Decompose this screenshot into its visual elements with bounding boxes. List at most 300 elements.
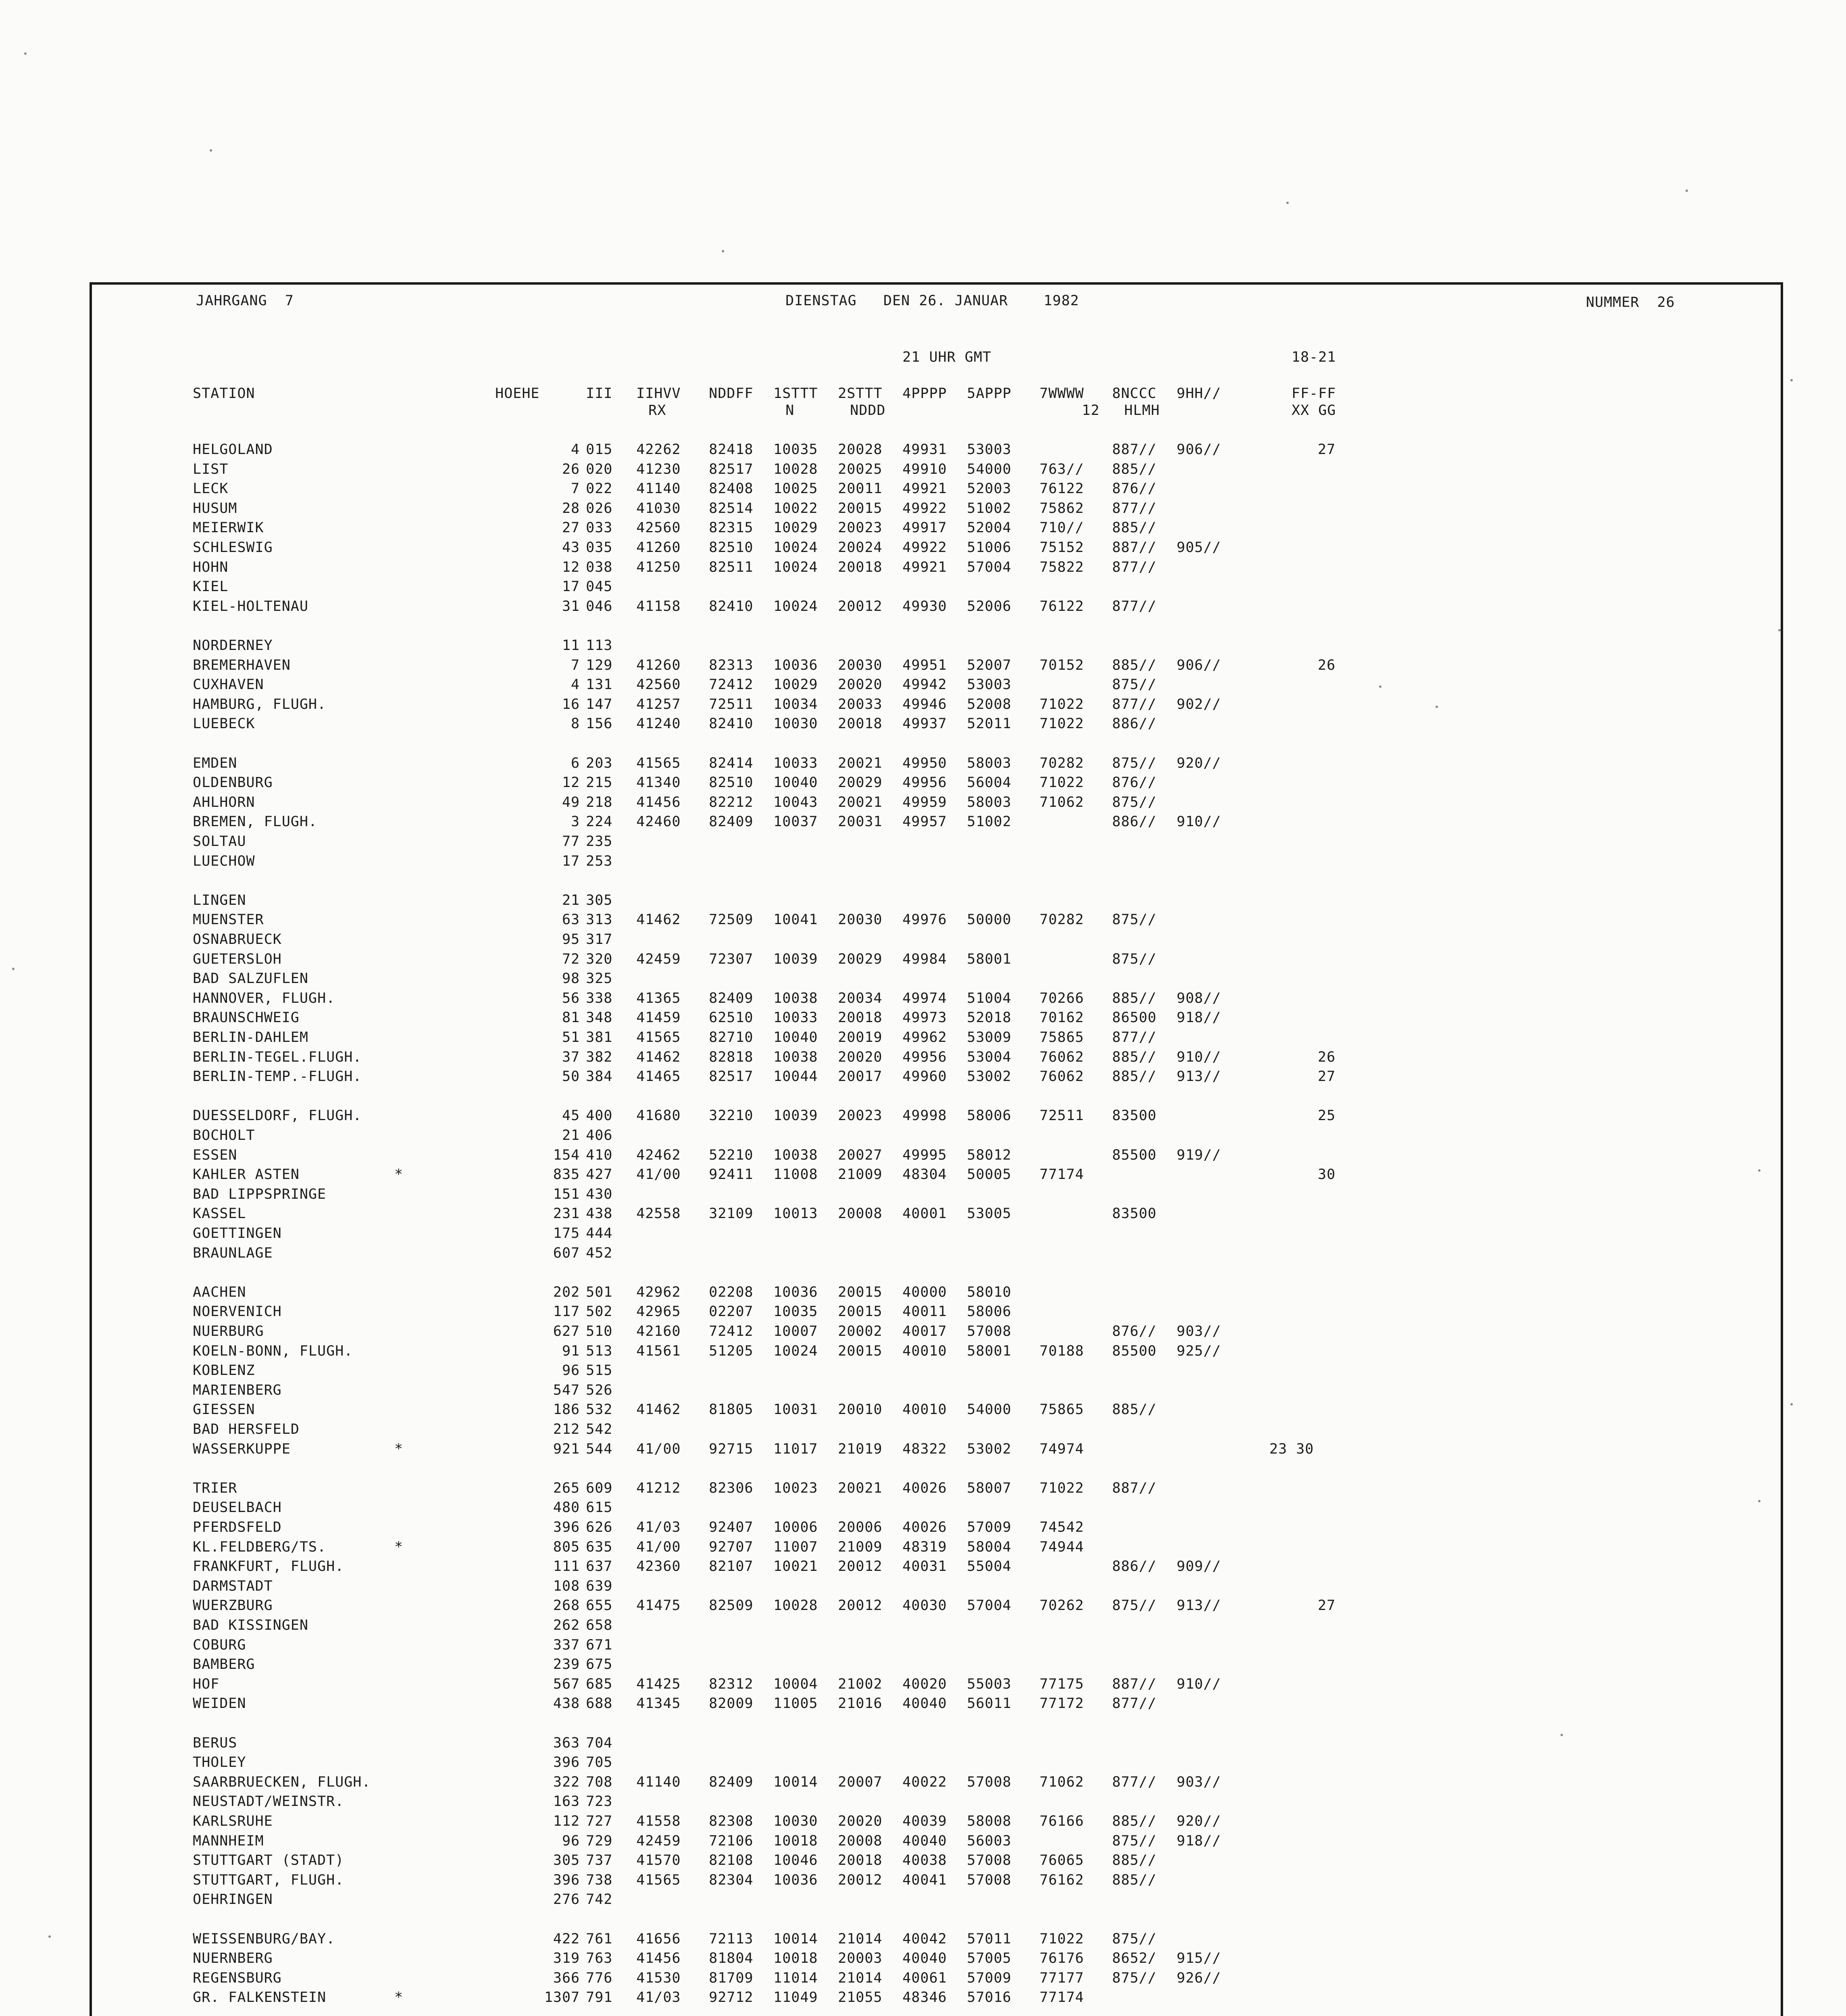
cell-c6: 50000	[967, 912, 1012, 928]
cell-iii: 723	[586, 1793, 613, 1810]
cell-c6: 53002	[967, 1441, 1012, 1457]
cell-c6: 53004	[967, 1049, 1012, 1065]
cell-iii: 317	[586, 931, 613, 948]
cell-c8: 885//	[1112, 1852, 1157, 1869]
cell-hoehe: 16	[562, 696, 580, 712]
cell-c1: 41140	[636, 481, 681, 497]
cell-station: MEIERWIK	[193, 520, 264, 536]
cell-hoehe: 27	[562, 520, 580, 536]
cell-iii: 438	[586, 1206, 613, 1222]
cell-iii: 215	[586, 775, 613, 791]
cell-c5: 49998	[902, 1108, 947, 1124]
cell-hoehe: 51	[562, 1029, 580, 1045]
cell-station: KL.FELDBERG/TS.	[193, 1539, 327, 1555]
cell-hoehe: 202	[553, 1284, 580, 1300]
cell-hoehe: 396	[553, 1872, 580, 1888]
cell-c8: 885//	[1112, 520, 1157, 536]
cell-hoehe: 186	[553, 1402, 580, 1418]
cell-c8: 887//	[1112, 1676, 1157, 1692]
cell-c5: 40010	[902, 1402, 947, 1418]
cell-c3: 10013	[773, 1206, 818, 1222]
cell-c2: 82409	[709, 990, 754, 1006]
cell-c6: 57011	[967, 1931, 1012, 1947]
table-row	[92, 479, 1781, 498]
cell-iii: 513	[586, 1343, 613, 1359]
cell-c1: 41365	[636, 990, 681, 1006]
cell-c9: 913//	[1177, 1068, 1221, 1085]
cell-iii: 313	[586, 912, 613, 928]
cell-c3: 10035	[773, 442, 818, 458]
scan-speck	[722, 250, 724, 252]
cell-c4: 20011	[838, 481, 883, 497]
table-row	[92, 1596, 1781, 1615]
cell-c5: 40017	[902, 1323, 947, 1339]
cell-c4: 20023	[838, 1108, 883, 1124]
cell-c7: 77172	[1040, 1695, 1084, 1712]
cell-c8: 886//	[1112, 716, 1157, 732]
cell-c2: 51205	[709, 1343, 754, 1359]
cell-c3: 10037	[773, 814, 818, 830]
cell-c9: 908//	[1177, 990, 1221, 1006]
scan-speck	[1286, 202, 1289, 204]
cell-c1: 41030	[636, 500, 681, 516]
cell-c2: 82108	[709, 1852, 754, 1869]
cell-iii: 776	[586, 1970, 613, 1986]
cell-c3: 10038	[773, 990, 818, 1006]
cell-station: AACHEN	[193, 1284, 246, 1300]
cell-c7: 763//	[1040, 461, 1084, 477]
cell-station: MARIENBERG	[193, 1382, 282, 1398]
cell-hoehe: 607	[553, 1245, 580, 1261]
cell-c5: 40022	[902, 1774, 947, 1790]
cell-c8: 875//	[1112, 912, 1157, 928]
cell-iii: 708	[586, 1774, 613, 1790]
cell-c9: 925//	[1177, 1343, 1221, 1359]
cell-c2: 82517	[709, 1068, 754, 1085]
cell-c7: 75865	[1040, 1029, 1084, 1045]
cell-iii: 253	[586, 853, 613, 869]
cell-c5: 49962	[902, 1029, 947, 1045]
cell-c5: 49956	[902, 1049, 947, 1065]
cell-c8: 876//	[1112, 775, 1157, 791]
cell-c1: 41260	[636, 539, 681, 556]
cell-c8: 877//	[1112, 1029, 1157, 1045]
cell-c3: 10024	[773, 539, 818, 556]
cell-c3: 10018	[773, 1950, 818, 1967]
table-row	[92, 1185, 1781, 1204]
cell-c2: 02208	[709, 1284, 754, 1300]
cell-c8: 85500	[1112, 1147, 1157, 1163]
cell-c7: 76122	[1040, 481, 1084, 497]
table-row	[92, 597, 1781, 616]
cell-c7: 75822	[1040, 559, 1084, 575]
table-row	[92, 656, 1781, 675]
cell-iii: 671	[586, 1637, 613, 1653]
cell-c5: 40026	[902, 1480, 947, 1496]
cell-c1: 41656	[636, 1931, 681, 1947]
cell-c3: 10038	[773, 1049, 818, 1065]
cell-c5: 49930	[902, 598, 947, 614]
cell-c9: 920//	[1177, 1813, 1221, 1829]
cell-iii: 131	[586, 677, 613, 693]
table-row	[92, 1949, 1781, 1968]
cell-c8: 877//	[1112, 696, 1157, 712]
cell-iii: 635	[586, 1539, 613, 1555]
cell-c1: 41250	[636, 559, 681, 575]
cell-c4: 20015	[838, 1343, 883, 1359]
cell-c6: 52011	[967, 716, 1012, 732]
cell-hoehe: 96	[562, 1833, 580, 1849]
cell-c2: 72113	[709, 1931, 754, 1947]
table-row	[92, 636, 1781, 655]
table-row	[92, 969, 1781, 988]
cell-c5: 49951	[902, 657, 947, 673]
scan-speck	[1758, 1500, 1761, 1502]
cell-c3: 10044	[773, 1068, 818, 1085]
cell-c2: 72412	[709, 677, 754, 693]
cell-c4: 20002	[838, 1323, 883, 1339]
cell-c4: 20034	[838, 990, 883, 1006]
table-row	[92, 1792, 1781, 1811]
cell-c1: 41/03	[636, 1519, 681, 1535]
cell-c8: 85500	[1112, 1343, 1157, 1359]
table-row	[92, 754, 1781, 773]
cell-c7: 74974	[1040, 1441, 1084, 1457]
cell-c7: 76062	[1040, 1049, 1084, 1065]
cell-hoehe: 163	[553, 1793, 580, 1810]
cell-iii: 727	[586, 1813, 613, 1829]
table-row	[92, 675, 1781, 694]
cell-station: DEUSELBACH	[193, 1500, 282, 1516]
cell-c5: 49942	[902, 677, 947, 693]
cell-c8: 885//	[1112, 461, 1157, 477]
table-row	[92, 832, 1781, 851]
cell-c4: 20027	[838, 1147, 883, 1163]
cell-c1: 41230	[636, 461, 681, 477]
cell-iii: 156	[586, 716, 613, 732]
cell-c6: 57008	[967, 1323, 1012, 1339]
cell-c1: 41140	[636, 1774, 681, 1790]
cell-c6: 51004	[967, 990, 1012, 1006]
cell-hoehe: 151	[553, 1186, 580, 1202]
cell-hoehe: 4	[571, 677, 580, 693]
cell-c7: 70188	[1040, 1343, 1084, 1359]
cell-c5: 49921	[902, 559, 947, 575]
cell-c9: 909//	[1177, 1558, 1221, 1575]
scan-speck	[1686, 190, 1688, 192]
table-row	[92, 538, 1781, 557]
cell-c3: 10021	[773, 1558, 818, 1575]
cell-station: BERUS	[193, 1735, 238, 1751]
cell-hoehe: 239	[553, 1656, 580, 1673]
cell-c3: 11014	[773, 1970, 818, 1986]
cell-c7: 76065	[1040, 1852, 1084, 1869]
cell-c5: 49995	[902, 1147, 947, 1163]
col-8nccc: 8NCCC	[1112, 385, 1157, 402]
cell-hoehe: 212	[553, 1421, 580, 1437]
table-row	[92, 1870, 1781, 1890]
cell-c1: 41158	[636, 598, 681, 614]
cell-station: GUETERSLOH	[193, 951, 282, 967]
cell-c8: 885//	[1112, 1402, 1157, 1418]
cell-c4: 20007	[838, 1774, 883, 1790]
cell-c4: 20033	[838, 696, 883, 712]
cell-station: PFERDSFELD	[193, 1519, 282, 1535]
cell-station: NEUSTADT/WEINSTR.	[193, 1793, 344, 1810]
cell-station: NOERVENICH	[193, 1304, 282, 1320]
cell-c1: 41212	[636, 1480, 681, 1496]
cell-c8: 885//	[1112, 1068, 1157, 1085]
cell-station: HANNOVER, FLUGH.	[193, 990, 335, 1006]
cell-c2: 72511	[709, 696, 754, 712]
cell-iii: 348	[586, 1010, 613, 1026]
cell-iii: 338	[586, 990, 613, 1006]
cell-station: FRANKFURT, FLUGH.	[193, 1558, 344, 1575]
col-ff-ff: FF-FF	[1292, 385, 1336, 402]
cell-hoehe: 7	[571, 481, 580, 497]
jahrgang-label: JAHRGANG 7	[196, 293, 294, 309]
cell-c3: 10035	[773, 1304, 818, 1320]
cell-c1: 41459	[636, 1010, 681, 1026]
cell-hoehe: 31	[562, 598, 580, 614]
cell-ff: 27	[1318, 442, 1336, 458]
cell-station: LUECHOW	[193, 853, 255, 869]
table-row	[92, 1302, 1781, 1321]
table-row	[92, 1243, 1781, 1263]
cell-c7: 71062	[1040, 794, 1084, 810]
cell-c6: 52006	[967, 598, 1012, 614]
cell-iii: 791	[586, 1989, 613, 2006]
cell-c4: 20015	[838, 1284, 883, 1300]
cell-iii: 761	[586, 1931, 613, 1947]
cell-c9: 910//	[1177, 814, 1221, 830]
cell-c3: 10034	[773, 696, 818, 712]
table-row	[92, 1851, 1781, 1870]
cell-ff: 26	[1318, 657, 1336, 673]
cell-c2: 92407	[709, 1519, 754, 1535]
cell-c6: 58001	[967, 1343, 1012, 1359]
cell-c4: 20020	[838, 1813, 883, 1829]
cell-c6: 57008	[967, 1774, 1012, 1790]
cell-c3: 10030	[773, 716, 818, 732]
cell-c2: 82510	[709, 539, 754, 556]
cell-c3: 10014	[773, 1931, 818, 1947]
cell-c8: 876//	[1112, 481, 1157, 497]
cell-c6: 53005	[967, 1206, 1012, 1222]
cell-c6: 51002	[967, 814, 1012, 830]
cell-c5: 49974	[902, 990, 947, 1006]
cell-c1: 41456	[636, 1950, 681, 1967]
cell-c7: 71022	[1040, 1931, 1084, 1947]
cell-c6: 53009	[967, 1029, 1012, 1045]
cell-c5: 49957	[902, 814, 947, 830]
cell-c3: 11017	[773, 1441, 818, 1457]
cell-c1: 41680	[636, 1108, 681, 1124]
cell-c1: 41565	[636, 1872, 681, 1888]
cell-c4: 20018	[838, 1852, 883, 1869]
cell-c3: 10022	[773, 500, 818, 516]
cell-c2: 72106	[709, 1833, 754, 1849]
cell-iii: 400	[586, 1108, 613, 1124]
cell-c1: 41465	[636, 1068, 681, 1085]
cell-c4: 20012	[838, 1558, 883, 1575]
cell-c1: 41/00	[636, 1441, 681, 1457]
cell-c9: 919//	[1177, 1147, 1221, 1163]
cell-c2: 82304	[709, 1872, 754, 1888]
cell-c5: 40031	[902, 1558, 947, 1575]
cell-c8: 875//	[1112, 794, 1157, 810]
cell-c5: 49921	[902, 481, 947, 497]
cell-c5: 48322	[902, 1441, 947, 1457]
table-row	[92, 1420, 1781, 1439]
cell-iii: 705	[586, 1754, 613, 1771]
cell-c6: 56011	[967, 1695, 1012, 1712]
col-station: STATION	[193, 385, 255, 402]
table-row	[92, 1518, 1781, 1537]
cell-c8: 887//	[1112, 442, 1157, 458]
cell-c2: 82409	[709, 814, 754, 830]
cell-c2: 62510	[709, 1010, 754, 1026]
cell-c5: 49910	[902, 461, 947, 477]
cell-c6: 57004	[967, 1597, 1012, 1614]
cell-c6: 58010	[967, 1284, 1012, 1300]
cell-c1: 42459	[636, 1833, 681, 1849]
cell-c6: 55004	[967, 1558, 1012, 1575]
table-row	[92, 1577, 1781, 1596]
cell-station: OLDENBURG	[193, 775, 273, 791]
cell-c1: 41240	[636, 716, 681, 732]
cell-station: BAD KISSINGEN	[193, 1617, 308, 1633]
cell-iii: 685	[586, 1676, 613, 1692]
cell-c2: 82517	[709, 461, 754, 477]
cell-c9: 918//	[1177, 1833, 1221, 1849]
cell-c8: 875//	[1112, 755, 1157, 771]
table-row	[92, 518, 1781, 537]
cell-c1: 42360	[636, 1558, 681, 1575]
cell-iii: 022	[586, 481, 613, 497]
cell-station: CUXHAVEN	[193, 677, 264, 693]
cell-c9: 910//	[1177, 1676, 1221, 1692]
cell-c3: 10024	[773, 1343, 818, 1359]
cell-c3: 10029	[773, 520, 818, 536]
cell-station: KOELN-BONN, FLUGH.	[193, 1343, 353, 1359]
cell-c2: 82009	[709, 1695, 754, 1712]
table-row	[92, 1439, 1781, 1459]
cell-c7: 70266	[1040, 990, 1084, 1006]
cell-c7: 74944	[1040, 1539, 1084, 1555]
cell-c5: 40010	[902, 1343, 947, 1359]
cell-c4: 20031	[838, 814, 883, 830]
table-row	[92, 1655, 1781, 1674]
cell-hoehe: 37	[562, 1049, 580, 1065]
cell-station: GR. FALKENSTEIN	[193, 1989, 327, 2006]
cell-hoehe: 112	[553, 1813, 580, 1829]
col-iihvv-sub: RX	[648, 402, 667, 419]
cell-hoehe: 8	[571, 716, 580, 732]
cell-c4: 20008	[838, 1206, 883, 1222]
cell-c5: 40000	[902, 1284, 947, 1300]
cell-hoehe: 3	[571, 814, 580, 830]
cell-c4: 20008	[838, 1833, 883, 1849]
table-row	[92, 773, 1781, 792]
cell-c7: 74542	[1040, 1519, 1084, 1535]
cell-station: BAMBERG	[193, 1656, 255, 1673]
cell-c3: 10014	[773, 1774, 818, 1790]
cell-c2: 32210	[709, 1108, 754, 1124]
col-1sttt-sub: N	[785, 402, 795, 419]
cell-hoehe: 265	[553, 1480, 580, 1496]
cell-c1: 41565	[636, 1029, 681, 1045]
cell-c3: 10024	[773, 598, 818, 614]
cell-iii: 113	[586, 637, 613, 654]
cell-c3: 10018	[773, 1833, 818, 1849]
cell-iii: 444	[586, 1225, 613, 1241]
cell-hoehe: 305	[553, 1852, 580, 1869]
cell-iii: 033	[586, 520, 613, 536]
cell-c4: 20017	[838, 1068, 883, 1085]
cell-station: NUERBURG	[193, 1323, 264, 1339]
table-row	[92, 499, 1781, 518]
cell-c2: 82212	[709, 794, 754, 810]
cell-c7: 70152	[1040, 657, 1084, 673]
table-row	[92, 1106, 1781, 1125]
cell-c3: 10038	[773, 1147, 818, 1163]
cell-c9: 903//	[1177, 1323, 1221, 1339]
cell-c2: 72509	[709, 912, 754, 928]
cell-c6: 57009	[967, 1970, 1012, 1986]
cell-c9: 903//	[1177, 1774, 1221, 1790]
cell-iii: 675	[586, 1656, 613, 1673]
cell-c9: 915//	[1177, 1950, 1221, 1967]
cell-c9: 902//	[1177, 696, 1221, 712]
cell-c1: 41462	[636, 912, 681, 928]
cell-c6: 57008	[967, 1852, 1012, 1869]
cell-hoehe: 95	[562, 931, 580, 948]
scan-speck	[24, 52, 27, 55]
cell-c3: 10033	[773, 755, 818, 771]
cell-station: KIEL	[193, 579, 229, 595]
cell-c3: 10023	[773, 1480, 818, 1496]
col-nddff: NDDFF	[709, 385, 754, 402]
cell-c8: 86500	[1112, 1010, 1157, 1026]
cell-station: NUERNBERG	[193, 1950, 273, 1967]
cell-c7: 71022	[1040, 775, 1084, 791]
cell-c5: 48304	[902, 1166, 947, 1183]
col-2sttt: 2STTT	[838, 385, 883, 402]
cell-c3: 11008	[773, 1166, 818, 1183]
cell-c6: 52018	[967, 1010, 1012, 1026]
cell-c2: 81804	[709, 1950, 754, 1967]
col-hoehe: HOEHE	[495, 385, 540, 402]
cell-iii: 655	[586, 1597, 613, 1614]
col-7wwww-sub: 12	[1082, 402, 1100, 419]
cell-c6: 52004	[967, 520, 1012, 536]
cell-c8: 877//	[1112, 1774, 1157, 1790]
cell-c2: 81805	[709, 1402, 754, 1418]
cell-c7: 77175	[1040, 1676, 1084, 1692]
cell-iii: 626	[586, 1519, 613, 1535]
cell-c7: 72511	[1040, 1108, 1084, 1124]
cell-c1: 42462	[636, 1147, 681, 1163]
cell-c6: 58007	[967, 1480, 1012, 1496]
cell-c7: 70282	[1040, 755, 1084, 771]
cell-station: LUEBECK	[193, 716, 255, 732]
cell-iii: 427	[586, 1166, 613, 1183]
cell-c3: 10031	[773, 1402, 818, 1418]
cell-station: EMDEN	[193, 755, 238, 771]
col-2sttt-sub: NDDD	[850, 402, 886, 419]
cell-c5: 49931	[902, 442, 947, 458]
